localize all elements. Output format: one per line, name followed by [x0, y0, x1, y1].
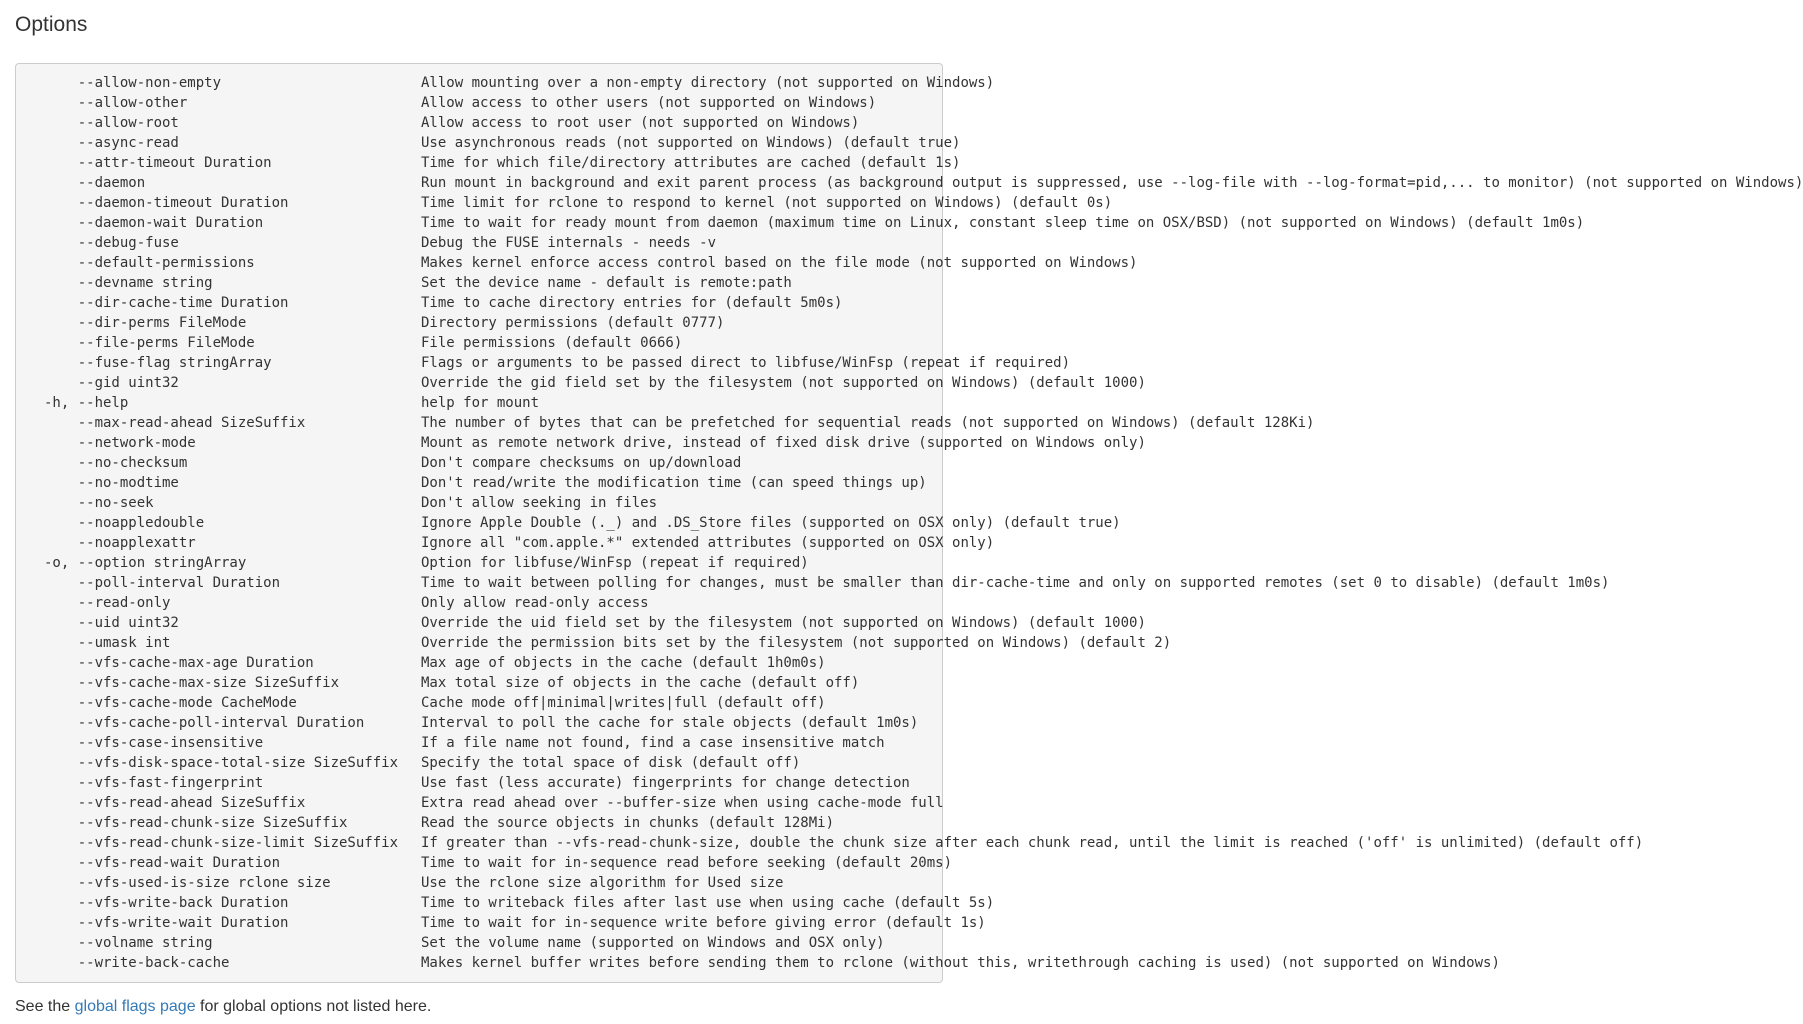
option-description: Time to cache directory entries for (default 5m0s) — [421, 295, 843, 311]
footer-note — [15, 996, 431, 1018]
option-flag: --daemon-wait Duration — [44, 215, 264, 231]
option-description: help for mount — [421, 395, 540, 411]
option-description: Use fast (less accurate) fingerprints for change detection — [421, 775, 910, 791]
option-row — [16, 573, 1610, 593]
option-description: Time to writeback files after last use when using cache (default 5s) — [421, 895, 995, 911]
option-description: The number of bytes that can be prefetched for sequential reads (not supported on Windows) (default 128Ki) — [421, 415, 1315, 431]
options-list — [16, 73, 1803, 982]
option-row — [16, 773, 942, 793]
option-flag: --vfs-case-insensitive — [44, 735, 264, 751]
option-description: Extra read ahead over --buffer-size when using cache-mode full — [421, 795, 944, 811]
option-description: File permissions (default 0666) — [421, 335, 683, 351]
option-flag: --read-only — [44, 595, 171, 611]
option-row — [16, 173, 1803, 193]
option-flag: --devname string — [44, 275, 213, 291]
option-flag: --fuse-flag stringArray — [44, 355, 272, 371]
option-row — [16, 73, 995, 93]
option-flag: --dir-cache-time Duration — [44, 295, 289, 311]
option-row — [16, 293, 942, 313]
option-flag: --vfs-read-ahead SizeSuffix — [44, 795, 306, 811]
option-row — [16, 833, 1644, 853]
option-flag: --file-perms FileMode — [44, 335, 255, 351]
option-row — [16, 253, 1138, 273]
option-flag: --noappledouble — [44, 515, 205, 531]
option-row — [16, 653, 942, 673]
option-description: Set the volume name (supported on Windows and OSX only) — [421, 935, 885, 951]
option-row — [16, 93, 942, 113]
option-flag: --dir-perms FileMode — [44, 315, 247, 331]
option-description: Max total size of objects in the cache (default off) — [421, 675, 860, 691]
option-row — [16, 193, 1113, 213]
option-row — [16, 113, 942, 133]
option-flag: --vfs-disk-space-total-size SizeSuffix — [44, 755, 399, 771]
option-description: Don't read/write the modification time (can speed things up) — [421, 475, 927, 491]
option-description: Override the permission bits set by the filesystem (not supported on Windows) (default 2) — [421, 635, 1172, 651]
option-flag: --network-mode — [44, 435, 196, 451]
option-description: Only allow read-only access — [421, 595, 649, 611]
option-row — [16, 693, 942, 713]
option-row — [16, 353, 1071, 373]
option-row — [16, 613, 1146, 633]
option-row — [16, 713, 942, 733]
option-description: Makes kernel enforce access control based on the file mode (not supported on Windows) — [421, 255, 1138, 271]
option-row — [16, 953, 1500, 973]
option-description: Specify the total space of disk (default off) — [421, 755, 801, 771]
option-flag: --vfs-read-chunk-size SizeSuffix — [44, 815, 348, 831]
global-flags-link[interactable]: global flags page — [74, 998, 196, 1015]
option-flag: --vfs-cache-mode CacheMode — [44, 695, 297, 711]
option-flag: --daemon-timeout Duration — [44, 195, 289, 211]
option-flag: --daemon — [44, 175, 146, 191]
option-row — [16, 373, 1146, 393]
option-description: Override the gid field set by the filesystem (not supported on Windows) (default 1000) — [421, 375, 1146, 391]
option-description: Time for which file/directory attributes are cached (default 1s) — [421, 155, 961, 171]
option-row — [16, 153, 961, 173]
option-flag: --vfs-read-wait Duration — [44, 855, 281, 871]
option-row — [16, 673, 942, 693]
option-description: Override the uid field set by the filesystem (not supported on Windows) (default 1000) — [421, 615, 1146, 631]
option-flag: --allow-other — [44, 95, 188, 111]
option-description: Time to wait between polling for changes, must be smaller than dir-cache-time and only on supported remotes (set 0 to disable) (default 1m0s) — [421, 575, 1610, 591]
option-description: Interval to poll the cache for stale objects (default 1m0s) — [421, 715, 919, 731]
option-flag: --noapplexattr — [44, 535, 196, 551]
option-row — [16, 433, 1146, 453]
footer-prefix: See the — [15, 998, 75, 1015]
option-description: Run mount in background and exit parent process (as background output is suppressed, use --log-file with --log-format=pid,... to monitor) (not supported on Windows) — [421, 175, 1803, 191]
option-flag: --gid uint32 — [44, 375, 179, 391]
option-flag: --volname string — [44, 935, 213, 951]
option-flag: --allow-non-empty — [44, 75, 222, 91]
option-row — [16, 493, 942, 513]
options-code-block[interactable] — [15, 63, 1803, 983]
option-flag: --vfs-write-wait Duration — [44, 915, 289, 931]
option-description: Makes kernel buffer writes before sending them to rclone (without this, writethrough caching is used) (not supported on Windows) — [421, 955, 1500, 971]
option-flag: --default-permissions — [44, 255, 255, 271]
option-description: Option for libfuse/WinFsp (repeat if required) — [421, 555, 809, 571]
option-row — [16, 413, 1315, 433]
option-flag: --no-checksum — [44, 455, 188, 471]
option-row — [16, 213, 1585, 233]
option-flag: --no-modtime — [44, 475, 179, 491]
option-description: Flags or arguments to be passed direct to libfuse/WinFsp (repeat if required) — [421, 355, 1071, 371]
option-description: Don't compare checksums on up/download — [421, 455, 742, 471]
option-description: Ignore all "com.apple.*" extended attributes (supported on OSX only) — [421, 535, 995, 551]
footer-suffix: for global options not listed here. — [195, 998, 432, 1015]
option-row — [16, 753, 942, 773]
option-description: Use the rclone size algorithm for Used size — [421, 875, 784, 891]
option-description: Allow access to root user (not supported on Windows) — [421, 115, 860, 131]
option-row — [16, 393, 942, 413]
option-flag: --vfs-used-is-size rclone size — [44, 875, 331, 891]
option-description: Allow mounting over a non-empty directory (not supported on Windows) — [421, 75, 995, 91]
option-flag: -h, --help — [44, 395, 129, 411]
option-description: Max age of objects in the cache (default 1h0m0s) — [421, 655, 826, 671]
option-description: Time limit for rclone to respond to kernel (not supported on Windows) (default 0s) — [421, 195, 1113, 211]
option-flag: --umask int — [44, 635, 171, 651]
option-flag: --max-read-ahead SizeSuffix — [44, 415, 306, 431]
option-flag: --vfs-write-back Duration — [44, 895, 289, 911]
option-flag: --uid uint32 — [44, 615, 179, 631]
option-row — [16, 273, 942, 293]
option-row — [16, 333, 942, 353]
option-row — [16, 473, 942, 493]
option-row — [16, 553, 942, 573]
option-description: Mount as remote network drive, instead of fixed disk drive (supported on Windows only) — [421, 435, 1146, 451]
option-description: Read the source objects in chunks (default 128Mi) — [421, 815, 835, 831]
option-flag: --write-back-cache — [44, 955, 230, 971]
option-row — [16, 133, 961, 153]
option-flag: --vfs-fast-fingerprint — [44, 775, 264, 791]
option-row — [16, 633, 1172, 653]
option-flag: --vfs-read-chunk-size-limit SizeSuffix — [44, 835, 399, 851]
option-row — [16, 913, 986, 933]
option-description: Set the device name - default is remote:path — [421, 275, 792, 291]
option-flag: --attr-timeout Duration — [44, 155, 272, 171]
option-description: Cache mode off|minimal|writes|full (default off) — [421, 695, 826, 711]
page-title: Options — [15, 13, 88, 36]
option-row — [16, 593, 942, 613]
option-flag: --async-read — [44, 135, 179, 151]
option-row — [16, 793, 942, 813]
option-flag: --vfs-cache-max-size SizeSuffix — [44, 675, 340, 691]
option-row — [16, 893, 995, 913]
option-row — [16, 533, 995, 553]
option-flag: --poll-interval Duration — [44, 575, 281, 591]
option-description: Debug the FUSE internals - needs -v — [421, 235, 717, 251]
option-description: Directory permissions (default 0777) — [421, 315, 725, 331]
option-row — [16, 853, 953, 873]
option-description: Time to wait for ready mount from daemon (maximum time on Linux, constant sleep time on OSX/BSD) (not supported on Windows) (default 1m0s) — [421, 215, 1585, 231]
option-row — [16, 233, 942, 253]
option-description: Use asynchronous reads (not supported on Windows) (default true) — [421, 135, 961, 151]
option-flag: --vfs-cache-poll-interval Duration — [44, 715, 365, 731]
option-row — [16, 933, 942, 953]
option-description: Allow access to other users (not supported on Windows) — [421, 95, 877, 111]
option-description: Don't allow seeking in files — [421, 495, 658, 511]
option-row — [16, 813, 942, 833]
option-flag: --vfs-cache-max-age Duration — [44, 655, 314, 671]
option-row — [16, 733, 942, 753]
option-description: If greater than --vfs-read-chunk-size, double the chunk size after each chunk read, until the limit is reached ('off' is unlimited) (default off) — [421, 835, 1644, 851]
option-row — [16, 513, 1121, 533]
option-row — [16, 453, 942, 473]
option-flag: --debug-fuse — [44, 235, 179, 251]
option-description: Ignore Apple Double (._) and .DS_Store files (supported on OSX only) (default true) — [421, 515, 1121, 531]
option-flag: --allow-root — [44, 115, 179, 131]
option-description: If a file name not found, find a case insensitive match — [421, 735, 885, 751]
option-flag: -o, --option stringArray — [44, 555, 247, 571]
option-row — [16, 873, 942, 893]
option-flag: --no-seek — [44, 495, 154, 511]
option-row — [16, 313, 942, 333]
option-description: Time to wait for in-sequence write before giving error (default 1s) — [421, 915, 986, 931]
option-description: Time to wait for in-sequence read before seeking (default 20ms) — [421, 855, 953, 871]
